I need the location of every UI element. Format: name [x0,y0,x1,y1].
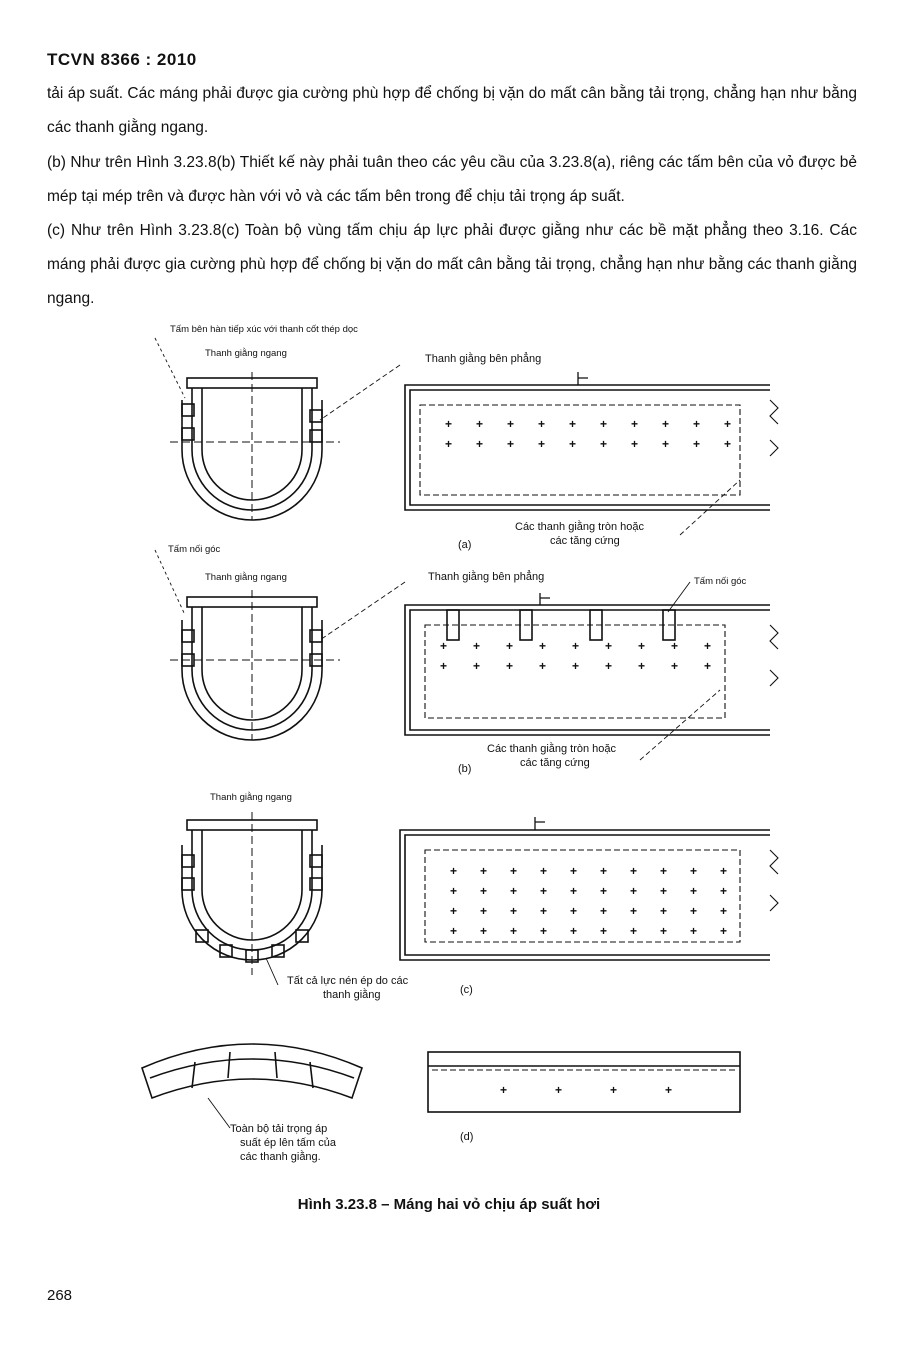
stay-marker: + [630,884,638,898]
label-all-forces-2: thanh giằng [323,989,381,1001]
stay-marker: + [540,884,548,898]
stay-marker: + [690,864,698,878]
stay-marker: + [440,639,448,653]
stay-marker: + [660,884,668,898]
stay-marker: + [724,417,732,431]
stay-marker: + [445,437,453,451]
stay-marker: + [720,924,728,938]
stay-marker: + [570,864,578,878]
stay-marker: + [660,904,668,918]
stay-marker: + [473,639,481,653]
stay-marker: + [450,884,458,898]
stay-marker: + [450,864,458,878]
side-d-drawing [428,1052,740,1112]
stay-marker: + [724,437,732,451]
label-flat-stay-a: Thanh giằng bên phẳng [425,353,542,365]
page-number: 268 [47,1287,73,1304]
stay-marker: + [671,639,679,653]
stay-marker: + [690,924,698,938]
stay-marker: + [555,1083,563,1097]
stay-marker: + [662,437,670,451]
stay-marker: + [538,437,546,451]
paragraph-2: (b) Như trên Hình 3.23.8(b) Thiết kế này phải tuân theo các yêu cầu của 3.23.8(a), riêng các tấm bên của vỏ được bẻ mép tại mép trên và được hàn với vỏ và các tấm bên trong để chịu tải trọng áp suất. [47,154,857,205]
stay-marker: + [450,924,458,938]
stay-markers-c [450,864,727,938]
label-corner-plate-b: Tấm nối góc [168,544,221,555]
stay-marker: + [720,864,728,878]
stay-marker: + [605,639,613,653]
stay-marker: + [693,417,701,431]
label-d: (d) [460,1131,474,1143]
label-side-plate-welded: Tấm bên hàn tiếp xúc với thanh cốt thép dọc [170,324,358,335]
label-b: (b) [458,763,472,775]
stay-marker: + [507,417,515,431]
stay-marker: + [600,884,608,898]
stay-marker: + [500,1083,508,1097]
stay-marker: + [570,884,578,898]
stay-marker: + [660,864,668,878]
stay-marker: + [638,659,646,673]
stay-marker: + [539,639,547,653]
stay-marker: + [506,639,514,653]
stay-marker: + [510,864,518,878]
stay-markers-b [440,639,711,673]
stay-marker: + [610,1083,618,1097]
paragraph-1: tải áp suất. Các máng phải được gia cường phù hợp để chống bị vặn do mất cân bằng tải trọng, chẳng hạn như bằng các thanh giằng ngang. [47,85,857,136]
stay-marker: + [445,417,453,431]
stay-marker: + [510,924,518,938]
side-b-drawing [405,593,778,735]
stay-marker: + [600,417,608,431]
stay-marker: + [510,884,518,898]
stay-marker: + [600,437,608,451]
stay-markers-a [445,417,731,451]
section-a-drawing [170,372,340,520]
label-flat-stay-b: Thanh giằng bên phẳng [428,571,545,583]
stay-marker: + [600,904,608,918]
stay-marker: + [480,904,488,918]
stay-marker: + [538,417,546,431]
stay-marker: + [665,1083,673,1097]
stay-marker: + [631,437,639,451]
stay-marker: + [572,639,580,653]
label-round-stays-a-2: các tăng cứng [550,535,620,547]
figure-caption: Hình 3.23.8 – Máng hai vỏ chịu áp suất hơi [297,1196,601,1213]
stay-marker: + [569,417,577,431]
stay-marker: + [690,904,698,918]
stay-marker: + [440,659,448,673]
label-round-stays-b-2: các tăng cứng [520,757,590,769]
section-b-drawing [170,590,340,740]
stay-marker: + [507,437,515,451]
stay-marker: + [671,659,679,673]
paragraph-3: (c) Như trên Hình 3.23.8(c) Toàn bộ vùng tấm chịu áp lực phải được giằng như các bề mặt phẳng theo 3.16. Các máng phải được gia cường phù hợp để chống bị vặn do mất cân bằng tải trọng, chẳng hạn như bằng các thanh giằng ngang. [47,222,857,307]
stay-marker: + [720,884,728,898]
side-a-drawing [405,372,778,510]
stay-marker: + [720,904,728,918]
stay-marker: + [631,417,639,431]
label-all-forces-1: Tất cả lực nén ép do các [287,975,409,987]
section-d-drawing [142,1044,362,1098]
label-c: (c) [460,984,473,996]
label-cross-stay-a: Thanh giằng ngang [205,348,287,359]
label-d-note-2: suất ép lên tấm của [240,1137,337,1149]
stay-marker: + [480,924,488,938]
section-c-drawing [182,812,322,975]
label-a: (a) [458,539,472,551]
stay-marker: + [704,639,712,653]
stay-marker: + [540,904,548,918]
label-d-note-1: Toàn bộ tải trọng áp [230,1123,328,1135]
label-cross-stay-c: Thanh giằng ngang [210,792,292,803]
stay-markers-d [500,1083,672,1097]
label-d-note-3: các thanh giằng. [240,1151,321,1163]
label-round-stays-a-1: Các thanh giằng tròn hoặc [515,521,645,533]
stay-marker: + [572,659,580,673]
stay-marker: + [662,417,670,431]
stay-marker: + [473,659,481,673]
stay-marker: + [510,904,518,918]
stay-marker: + [570,904,578,918]
stay-marker: + [690,884,698,898]
stay-marker: + [476,417,484,431]
stay-marker: + [600,864,608,878]
label-corner-plate-b-right: Tấm nối góc [694,576,747,587]
stay-marker: + [450,904,458,918]
stay-marker: + [638,639,646,653]
stay-marker: + [540,864,548,878]
stay-marker: + [570,924,578,938]
stay-marker: + [630,924,638,938]
stay-marker: + [506,659,514,673]
stay-marker: + [704,659,712,673]
label-round-stays-b-1: Các thanh giằng tròn hoặc [487,743,617,755]
stay-marker: + [476,437,484,451]
stay-marker: + [539,659,547,673]
stay-marker: + [569,437,577,451]
stay-marker: + [540,924,548,938]
label-cross-stay-b: Thanh giằng ngang [205,572,287,583]
stay-marker: + [660,924,668,938]
document-code: TCVN 8366 : 2010 [47,50,197,69]
stay-marker: + [630,864,638,878]
stay-marker: + [693,437,701,451]
stay-marker: + [480,884,488,898]
stay-marker: + [480,864,488,878]
stay-marker: + [605,659,613,673]
stay-marker: + [630,904,638,918]
stay-marker: + [600,924,608,938]
